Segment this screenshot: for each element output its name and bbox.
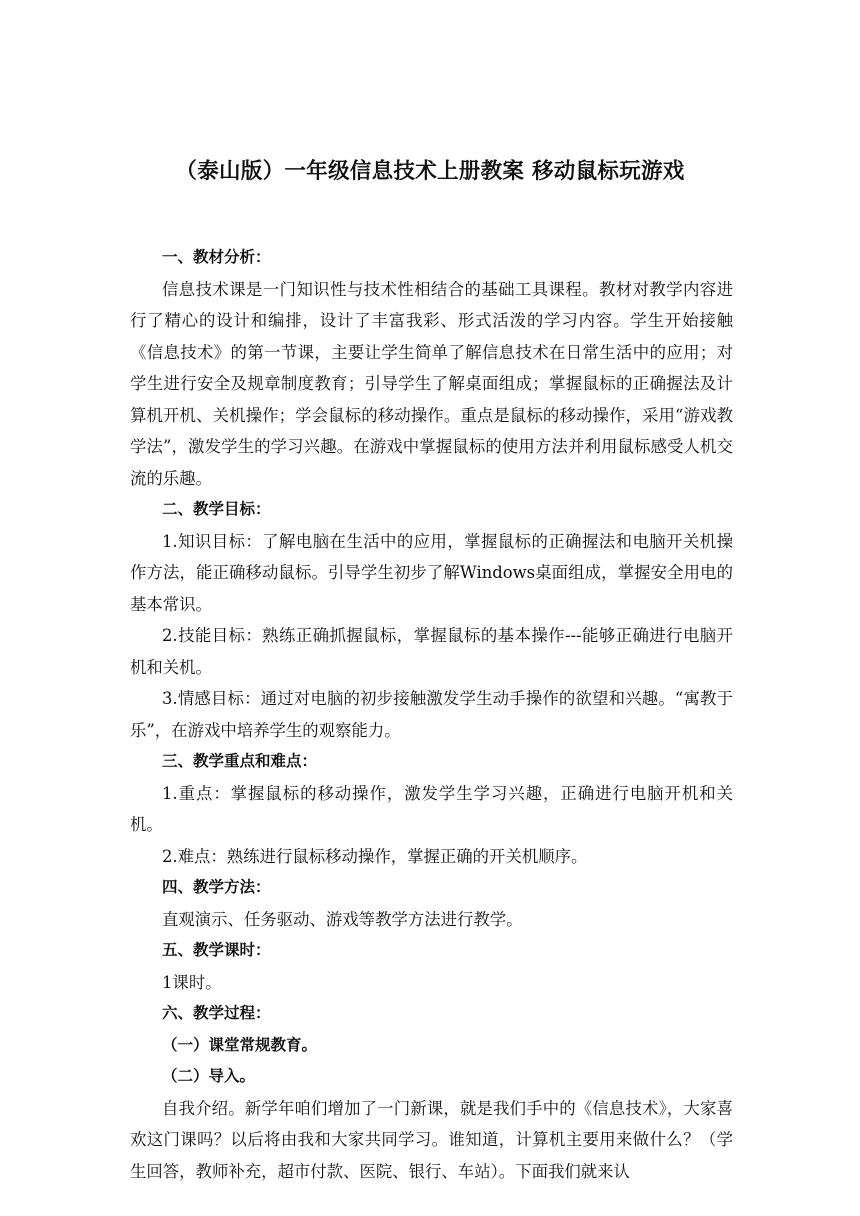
paragraph-difficulty: 2.难点：熟练进行鼠标移动操作，掌握正确的开关机顺序。 — [162, 846, 588, 866]
document-title: （泰山版）一年级信息技术上册教案 移动鼠标玩游戏 — [175, 159, 685, 184]
section-heading-class-hours: 五、教学课时： — [162, 941, 271, 959]
section-heading-teaching-process: 六、教学过程： — [162, 1004, 271, 1022]
section-heading-teaching-methods: 四、教学方法： — [162, 878, 271, 896]
section-heading-material-analysis: 一、教材分析： — [162, 248, 271, 266]
section-heading-key-points: 三、教学重点和难点： — [162, 752, 318, 770]
subheading-classroom-routine: （一）课堂常规教育。 — [162, 1035, 318, 1054]
paragraph-teaching-methods: 直观演示、任务驱动、游戏等教学方法进行教学。 — [162, 909, 523, 929]
subheading-introduction: （二）导入。 — [162, 1067, 256, 1085]
paragraph-knowledge-goal: 1.知识目标：了解电脑在生活中的应用，掌握鼠标的正确握法和电脑开关机操作方法，能正确移动鼠标。引导学生初步了解Windows桌面组成，掌握安全用电的基本常识。 — [130, 531, 733, 614]
section-heading-teaching-goals: 二、教学目标： — [162, 500, 271, 518]
paragraph-introduction: 自我介绍。新学年咱们增加了一门新课，就是我们手中的《信息技术》，大家喜欢这门课吗？以后将由我和大家共同学习。谁知道，计算机主要用来做什么？（学生回答，教师补充，超市付款、医院、银行、车站）。下面我们就来认 — [130, 1098, 733, 1181]
paragraph-class-hours: 1课时。 — [162, 972, 222, 992]
paragraph-material-analysis: 信息技术课是一门知识性与技术性相结合的基础工具课程。教材对教学内容进行了精心的设计和编排，设计了丰富我彩、形式活泼的学习内容。学生开始接触《信息技术》的第一节课，主要让学生简单了解信息技术在日常生活中的应用；对学生进行安全及规章制度教育；引导学生了解桌面组成；掌握鼠标的正确握法及计算机开机、关机操作；学会鼠标的移动操作。重点是鼠标的移动操作，采用“游戏教学法”，激发学生的学习兴趣。在游戏中掌握鼠标的使用方法并利用鼠标感受人机交流的乐趣。 — [130, 279, 733, 488]
document-body — [130, 242, 733, 1187]
paragraph-skill-goal: 2.技能目标：熟练正确抓握鼠标，掌握鼠标的基本操作---能够正确进行电脑开机和关机。 — [130, 626, 733, 677]
paragraph-emotion-goal: 3.情感目标：通过对电脑的初步接触激发学生动手操作的欲望和兴趣。“寓教于乐”，在游戏中培养学生的观察能力。 — [130, 689, 733, 740]
paragraph-key-point: 1.重点：掌握鼠标的移动操作，激发学生学习兴趣，正确进行电脑开机和关机。 — [130, 783, 733, 834]
